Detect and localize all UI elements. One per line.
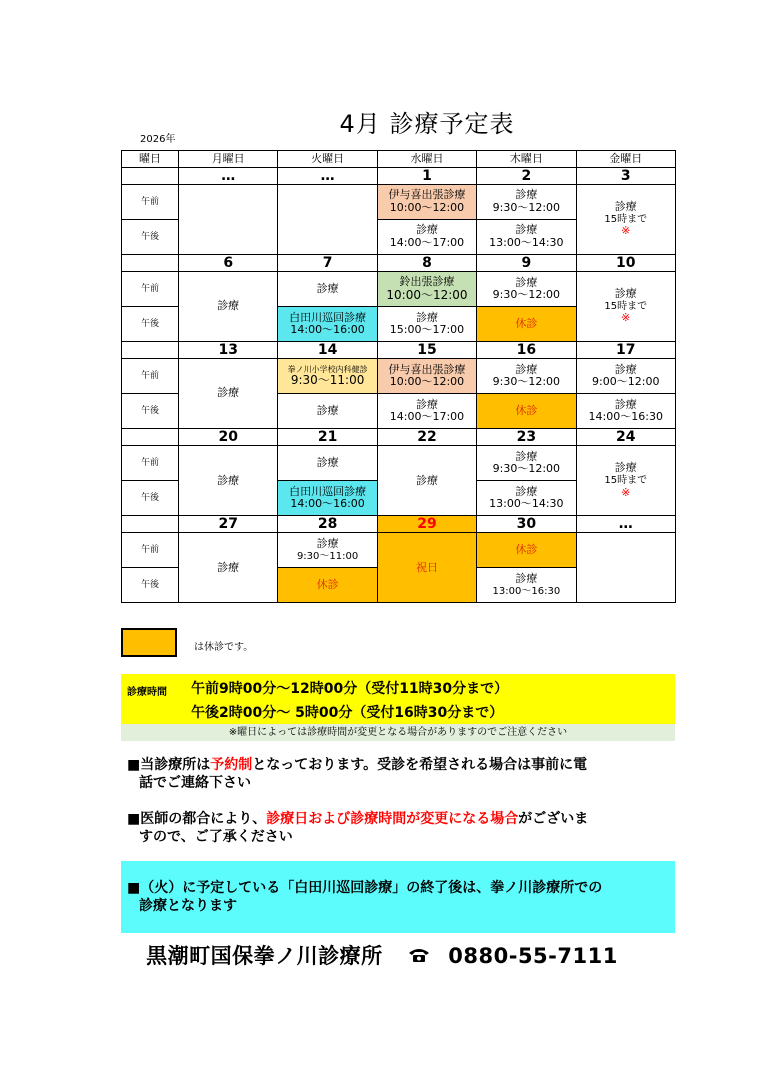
thu-am-cell: 診療 9:30～12:00 <box>477 272 576 307</box>
date-cell: 21 <box>278 429 377 446</box>
thu-am-cell: 診療 9:30～12:00 <box>477 185 576 220</box>
week2-date-row <box>122 255 676 272</box>
tue-pm-cell: 診療 <box>278 394 377 429</box>
col-header: 水曜日 <box>377 151 476 168</box>
hours-pm: 午後2時00分～ 5時00分（受付16時30分まで） <box>191 705 504 721</box>
closed-cell: 休診 <box>278 568 377 603</box>
date-cell: 24 <box>576 429 675 446</box>
date-cell: 6 <box>179 255 278 272</box>
tue-am-cell: 診療 <box>278 446 377 481</box>
wed-am-cell: 伊与喜出張診療 10:00～12:00 <box>377 185 476 220</box>
telephone-icon <box>408 944 430 968</box>
date-cell: 10 <box>576 255 675 272</box>
date-cell: 20 <box>179 429 278 446</box>
week4-pm-row: 午後 白田川巡回診療 14:00～16:00 診療 13:00～14:30 <box>122 481 676 516</box>
week5-pm-row: 午後 休診 診療 13:00～16:30 <box>122 568 676 603</box>
page-title: 4月 診療予定表 <box>339 110 515 138</box>
fri-am-cell: 診療 9:00～12:00 <box>576 359 675 394</box>
wed-am-cell: 鈴出張診療 10:00～12:00 <box>377 272 476 307</box>
col-header: 木曜日 <box>477 151 576 168</box>
date-cell: 28 <box>278 516 377 533</box>
tue-pm-cell: 白田川巡回診療 14:00～16:00 <box>278 481 377 516</box>
closed-cell: 休診 <box>477 394 576 429</box>
holiday-cell: 祝日 <box>377 533 476 603</box>
week5-am-row: 午前 診療 診療 9:30～11:00 祝日 休診 <box>122 533 676 568</box>
wed-pm-cell: 診療 14:00～17:00 <box>377 394 476 429</box>
tue-am-cell: 診療 9:30～11:00 <box>278 533 377 568</box>
notice-box-patrol <box>121 861 675 933</box>
week3-date-row <box>122 342 676 359</box>
fri-pm-cell: 診療 14:00～16:30 <box>576 394 675 429</box>
col-header: 火曜日 <box>278 151 377 168</box>
date-cell: 22 <box>377 429 476 446</box>
tue-pm-cell: 白田川巡回診療 14:00～16:00 <box>278 307 377 342</box>
week4-date-row <box>122 429 676 446</box>
date-cell: 3 <box>576 168 675 185</box>
date-cell: 16 <box>477 342 576 359</box>
date-cell: 17 <box>576 342 675 359</box>
col-header: 金曜日 <box>576 151 675 168</box>
date-cell: 1 <box>377 168 476 185</box>
hours-box <box>121 674 675 724</box>
date-cell: … <box>179 168 278 185</box>
legend-text: は休診です。 <box>194 642 254 653</box>
fri-cell: 診療 15時まで ※ <box>576 185 675 255</box>
week5-date-row <box>122 516 676 533</box>
schedule-table <box>121 150 676 603</box>
notice-reservation: ■当診療所は予約制となっております。受診を希望される場合は事前に電 話でご連絡下さい <box>127 757 588 791</box>
footer-contact <box>0 940 764 970</box>
col-header: 曜日 <box>122 151 179 168</box>
date-cell: 8 <box>377 255 476 272</box>
mon-cell: 診療 <box>179 272 278 342</box>
fri-cell: 診療 15時まで ※ <box>576 446 675 516</box>
thu-pm-cell: 診療 13:00～14:30 <box>477 220 576 255</box>
date-cell: 7 <box>278 255 377 272</box>
date-cell: 2 <box>477 168 576 185</box>
tue-am-cell: 拳ノ川小学校内科健診 9:30～11:00 <box>278 359 377 394</box>
phone-number: 0880-55-7111 <box>448 944 618 968</box>
mon-cell: 診療 <box>179 533 278 603</box>
date-cell: 23 <box>477 429 576 446</box>
thu-pm-cell: 診療 13:00～16:30 <box>477 568 576 603</box>
tue-am-cell: 診療 <box>278 272 377 307</box>
clinic-name: 黒潮町国保拳ノ川診療所 <box>146 944 383 968</box>
week3-am-row: 午前 診療 拳ノ川小学校内科健診 9:30～11:00 伊与喜出張診療 10:00～12:00 診療 9:30～12:00 診療 9:00～12:00 <box>122 359 676 394</box>
closed-cell: 休診 <box>477 307 576 342</box>
legend-swatch <box>121 628 177 657</box>
col-header: 月曜日 <box>179 151 278 168</box>
wed-pm-cell: 診療 15:00～17:00 <box>377 307 476 342</box>
thu-am-cell: 診療 9:30～12:00 <box>477 359 576 394</box>
date-cell: 14 <box>278 342 377 359</box>
week2-pm-row: 午後 白田川巡回診療 14:00～16:00 診療 15:00～17:00 休診 <box>122 307 676 342</box>
notice-schedule-change: ■医師の都合により、診療日および診療時間が変更になる場合がございま すので、ご了承ください <box>127 811 589 845</box>
week3-pm-row: 午後 診療 診療 14:00～17:00 休診 診療 14:00～16:30 <box>122 394 676 429</box>
thu-am-cell: 診療 9:30～12:00 <box>477 446 576 481</box>
date-cell: … <box>576 516 675 533</box>
hours-am: 午前9時00分～12時00分（受付11時30分まで） <box>191 681 509 697</box>
mon-cell: 診療 <box>179 359 278 429</box>
hours-note: ※曜日によっては診療時間が変更となる場合がありますのでご注意ください <box>121 724 675 741</box>
wed-am-cell: 伊与喜出張診療 10:00～12:00 <box>377 359 476 394</box>
wed-pm-cell: 診療 14:00～17:00 <box>377 220 476 255</box>
am-label: 午前 <box>122 185 179 220</box>
date-cell: 30 <box>477 516 576 533</box>
date-cell: 13 <box>179 342 278 359</box>
date-cell: 9 <box>477 255 576 272</box>
hours-label: 診療時間 <box>127 687 167 698</box>
week4-am-row: 午前 診療 診療 診療 診療 9:30～12:00 診療 15時まで ※ <box>122 446 676 481</box>
fri-cell: 診療 15時まで ※ <box>576 272 675 342</box>
week2-am-row: 午前 診療 診療 鈴出張診療 10:00～12:00 診療 9:30～12:00 診療 15時まで ※ <box>122 272 676 307</box>
week1-am-row <box>122 185 676 220</box>
date-cell: 27 <box>179 516 278 533</box>
table-header-row <box>122 151 676 168</box>
closed-cell: 休診 <box>477 533 576 568</box>
thu-pm-cell: 診療 13:00～14:30 <box>477 481 576 516</box>
date-cell: … <box>278 168 377 185</box>
pm-label: 午後 <box>122 220 179 255</box>
date-cell: 15 <box>377 342 476 359</box>
mon-cell: 診療 <box>179 446 278 516</box>
notice-patrol: ■（火）に予定している「白田川巡回診療」の終了後は、拳ノ川診療所での 診療となります <box>127 880 603 914</box>
year-label: 2026年 <box>140 134 176 145</box>
date-cell-holiday: 29 <box>377 516 476 533</box>
wed-cell: 診療 <box>377 446 476 516</box>
week1-date-row <box>122 168 676 185</box>
